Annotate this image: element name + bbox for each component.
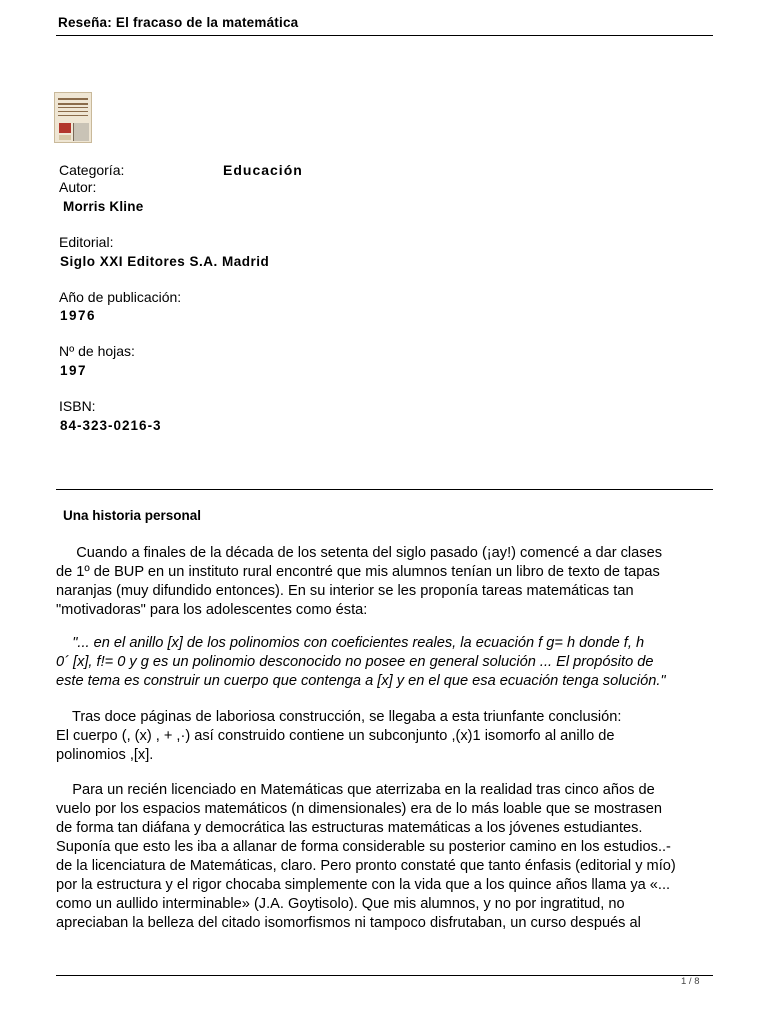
page-number: 1 / 8 xyxy=(681,976,700,987)
pages-label: Nº de hojas: xyxy=(59,343,135,359)
isbn-value: 84-323-0216-3 xyxy=(60,418,162,433)
book-cover-image xyxy=(54,92,92,143)
isbn-label: ISBN: xyxy=(59,398,96,414)
quote-line: este tema es construir un cuerpo que contenga a [x] y en el que esa ecuación tenga solución." xyxy=(56,673,666,689)
quote-line: 0´ [x], f!= 0 y g es un polinomio desconocido no posee en general solución ... El propósito de xyxy=(56,654,654,670)
section-heading: Una historia personal xyxy=(63,508,202,523)
paragraph-line: de forma tan diáfana y democrática las estructuras matemáticas a los jóvenes estudiantes. xyxy=(56,820,643,836)
paragraph-line: "motivadoras" para los adolescentes como ésta: xyxy=(56,602,368,618)
paragraph-line: por la estructura y el rigor chocaba simplemente con la vida que a los quince años llama ya «... xyxy=(56,877,671,893)
year-label: Año de publicación: xyxy=(59,289,182,305)
paragraph-reflection xyxy=(56,781,716,933)
author-value: Morris Kline xyxy=(63,199,144,214)
paragraph-conclusion xyxy=(56,708,716,765)
paragraph-line: de la licenciatura de Matemáticas, claro. Pero pronto constaté que tanto énfasis (editorial y mío) xyxy=(56,858,676,874)
paragraph-line: Cuando a finales de la década de los setenta del siglo pasado (¡ay!) comencé a dar clases xyxy=(56,545,663,561)
paragraph-line: de 1º de BUP en un instituto rural encontré que mis alumnos tenían un libro de texto de tapas xyxy=(56,564,660,580)
header-divider xyxy=(56,35,713,36)
publisher-label: Editorial: xyxy=(59,234,114,250)
category-value: Educación xyxy=(223,162,303,178)
category-label: Categoría: xyxy=(59,162,125,178)
paragraph-line: polinomios ,[x]. xyxy=(56,747,154,763)
paragraph-line: vuelo por los espacios matemáticos (n dimensionales) era de lo más loable que se mostrasen xyxy=(56,801,662,817)
section-divider xyxy=(56,489,713,490)
year-value: 1976 xyxy=(60,308,97,323)
paragraph-line: El cuerpo (, (x) , + ,·) así construido contiene un subconjunto ,(x)1 isomorfo al anillo de xyxy=(56,728,615,744)
paragraph-line: naranjas (muy difundido entonces). En su interior se les proponía tareas matemáticas tan xyxy=(56,583,634,599)
paragraph-line: como un aullido interminable» (J.A. Goytisolo). Que mis alumnos, y no por ingratitud, no xyxy=(56,896,625,912)
paragraph-line: apreciaban la belleza del citado isomorfismos ni tampoco disfrutaban, un curso después al xyxy=(56,915,641,931)
author-label: Autor: xyxy=(59,179,97,195)
paragraph-line: Suponía que esto les iba a allanar de forma considerable su posterior camino en los estudios..- xyxy=(56,839,671,855)
quote-line: "... en el anillo [x] de los polinomios con coeficientes reales, la ecuación f g= h donde f, h xyxy=(56,635,645,651)
footer-divider xyxy=(56,975,713,976)
page-header-title: Reseña: El fracaso de la matemática xyxy=(58,15,299,30)
paragraph-line: Tras doce páginas de laboriosa construcción, se llegaba a esta triunfante conclusión: xyxy=(56,709,622,725)
paragraph-line: Para un recién licenciado en Matemáticas que aterrizaba en la realidad tras cinco años de xyxy=(56,782,655,798)
pages-value: 197 xyxy=(60,363,88,378)
publisher-value: Siglo XXI Editores S.A. Madrid xyxy=(60,254,270,269)
paragraph-intro xyxy=(56,544,716,620)
quote-paragraph xyxy=(56,634,716,691)
